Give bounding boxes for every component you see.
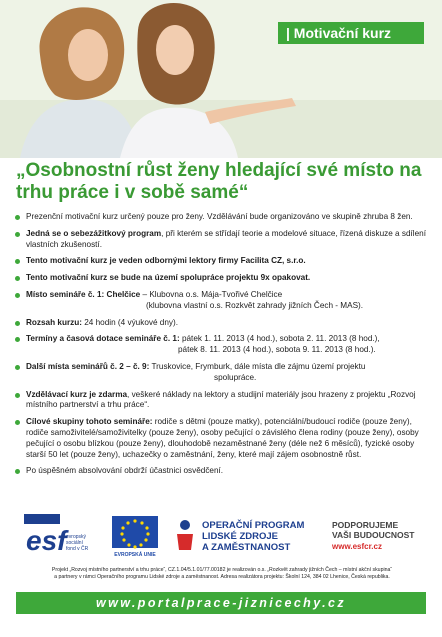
svg-text:PODPORUJEME: PODPORUJEME	[332, 520, 399, 530]
list-item: Termíny a časová dotace semináře č. 1: pátek 1. 11. 2013 (4 hod.), sobota 2. 11. 2013 (8 hod.), pátek 8. 11. 2013 (4 hod.), sobota 9. 11. 2013 (8 hod.).	[14, 334, 430, 356]
svg-text:OPERAČNÍ PROGRAM: OPERAČNÍ PROGRAM	[202, 520, 305, 531]
svg-text:EVROPSKÁ UNIE: EVROPSKÁ UNIE	[114, 552, 156, 558]
esfcr-logo	[330, 514, 426, 560]
op-lzz-logo	[174, 514, 324, 560]
list-item: Cílové skupiny tohoto semináře: rodiče s dětmi (pouze matky), potenciální/budoucí rodiče (pouze ženy), rodiče samoživitelé/samoživitelky (pouze ženy), osoby pečující o závislého člena rodiny (pouze ženy), osoby pečující o osobu blízkou (pouze ženy), dlouhodobě nezaměstnané ženy (déle než 6 měsíců), fyzické osoby starší 50 let (pouze ženy), uchazečky o zaměstnání, ženy, které mají zájem osobnostně růst.	[14, 417, 430, 460]
svg-text:VAŠI BUDOUCNOST: VAŠI BUDOUCNOST	[332, 530, 415, 540]
svg-text:LIDSKÉ ZDROJE: LIDSKÉ ZDROJE	[202, 531, 279, 542]
logo-strip	[24, 514, 422, 564]
eu-flag-logo	[108, 514, 162, 560]
website-url[interactable]: www.portalprace-jiznicechy.cz	[16, 592, 426, 614]
svg-text:A ZAMĚSTNANOST: A ZAMĚSTNANOST	[202, 542, 291, 553]
svg-text:www.esfcr.cz: www.esfcr.cz	[332, 542, 382, 551]
info-list	[14, 212, 430, 483]
list-item: Místo semináře č. 1: Chelčice – Klubovna o.s. Mája-Tvořivé Chelčice (klubovna vlastní o.s. Rozkvět zahrady jižních Čech - MAS).	[14, 290, 430, 312]
list-item: Další místa seminářů č. 2 – č. 9: Truskovice, Frymburk, dále místa dle zájmu území projektu spolupráce.	[14, 362, 430, 384]
list-item: Po úspěšném absolvování obdrží účastnici osvědčení.	[14, 466, 430, 477]
course-badge: | Motivační kurz	[278, 22, 424, 44]
list-item: Tento motivační kurz se bude na území spolupráce projektu 9x opakovat.	[14, 273, 430, 284]
project-note: Projekt „Rozvoj místního partnerství a trhu práce“, CZ.1.04/5.1.01/77.00182 je realizován o.s. „Rozkvět zahrady jižních Čech – místní akční skupina“ a partnery v rámci Operačního programu Lidské zdroje a zaměstnanost. Adresa realizátora projektu: Školní 124, 384 02 Lhenice, Česká republika.	[51, 567, 393, 580]
list-item: Jedná se o sebezážitkový program, při kterém se střídají teorie a modelové situace, řízená diskuze a sdílení vlastních zkušeností.	[14, 229, 430, 251]
svg-text:evropský: evropský	[66, 534, 87, 540]
list-item: Prezenční motivační kurz určený pouze pro ženy. Vzdělávání bude organizováno ve skupině zhruba 8 žen.	[14, 212, 430, 223]
svg-text:fond v ČR: fond v ČR	[66, 546, 89, 552]
list-item: Tento motivační kurz je veden odbornými lektory firmy Facilita CZ, s.r.o.	[14, 256, 430, 267]
list-item: Vzdělávací kurz je zdarma, veškeré náklady na lektory a studijní materiály jsou hrazeny z projektu „Rozvoj místního partnerství a trhu práce“.	[14, 390, 430, 412]
list-item: Rozsah kurzu: 24 hodin (4 výukové dny).	[14, 318, 430, 329]
hero-photo	[0, 0, 442, 158]
esf-logo	[24, 514, 98, 560]
svg-text:sociální: sociální	[66, 540, 83, 546]
headline: „Osobnostní růst ženy hledající své místo na trhu práce i v sobě samé“	[16, 160, 422, 203]
svg-text:esf: esf	[26, 525, 67, 556]
